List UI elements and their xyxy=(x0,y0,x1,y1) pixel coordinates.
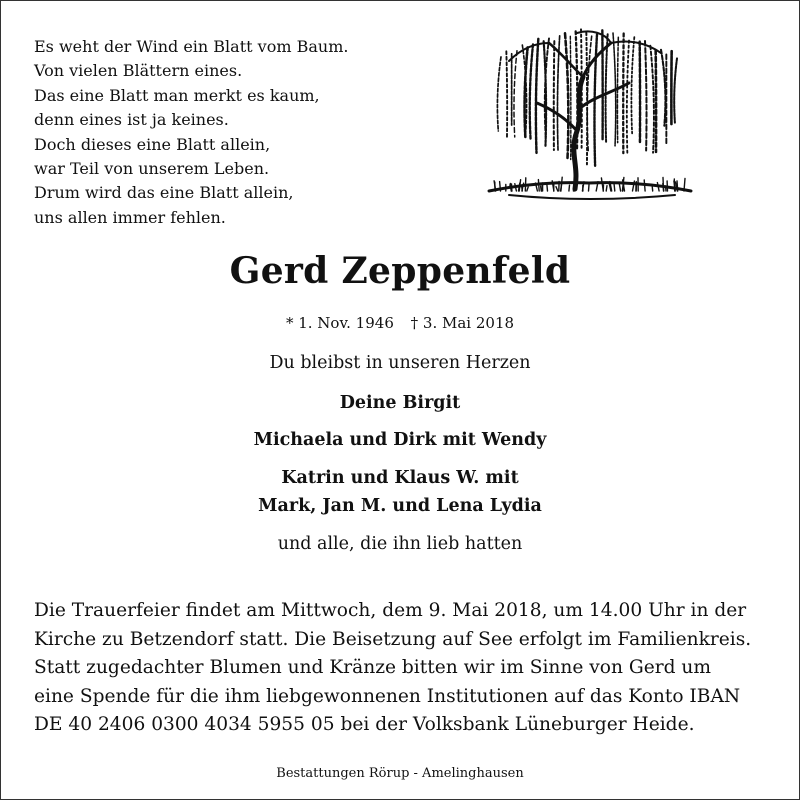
poem-line: uns allen immer fehlen. xyxy=(34,207,226,227)
family-line: Mark, Jan M. und Lena Lydia xyxy=(258,496,542,516)
poem-line: Von vielen Blättern eines. xyxy=(34,61,243,81)
poem-line: Drum wird das eine Blatt allein, xyxy=(34,183,294,203)
poem-line: war Teil von unserem Leben. xyxy=(34,159,270,179)
notice-line: Die Trauerfeier findet am Mittwoch, dem 9. Mai 2018, um 14.00 Uhr in der xyxy=(34,600,747,621)
funeral-home-footer: Bestattungen Rörup - Amelinghausen xyxy=(276,766,524,781)
weeping-willow-tree-icon xyxy=(479,13,699,218)
poem-line: Doch dieses eine Blatt allein, xyxy=(34,134,271,154)
farewell-line: Du bleibst in unseren Herzen xyxy=(269,353,531,373)
family-line: Michaela und Dirk mit Wendy xyxy=(253,430,547,450)
closing-line: und alle, die ihn lieb hatten xyxy=(277,534,523,554)
poem-line: Das eine Blatt man merkt es kaum, xyxy=(34,85,320,105)
family-line: Deine Birgit xyxy=(339,393,461,413)
funeral-notice xyxy=(34,597,768,740)
deceased-name: Gerd Zeppenfeld xyxy=(229,250,571,292)
notice-line: eine Spende für die ihm liebgewonnenen Institutionen auf das Konto IBAN xyxy=(34,685,741,707)
poem xyxy=(34,35,394,230)
notice-line: DE 40 2406 0300 4034 5955 05 bei der Volksbank Lüneburger Heide. xyxy=(34,714,695,735)
poem-line: Es weht der Wind ein Blatt vom Baum. xyxy=(34,37,349,56)
poem-line: denn eines ist ja keines. xyxy=(34,110,229,130)
birth-date: * 1. Nov. 1946 xyxy=(285,314,394,332)
notice-line: Statt zugedachter Blumen und Kränze bitten wir im Sinne von Gerd um xyxy=(34,657,712,678)
family-line: Katrin und Klaus W. mit xyxy=(281,468,519,488)
life-dates xyxy=(1,312,799,334)
death-date: † 3. Mai 2018 xyxy=(410,314,515,332)
notice-line: Kirche zu Betzendorf statt. Die Beisetzung auf See erfolgt im Familienkreis. xyxy=(34,628,752,650)
